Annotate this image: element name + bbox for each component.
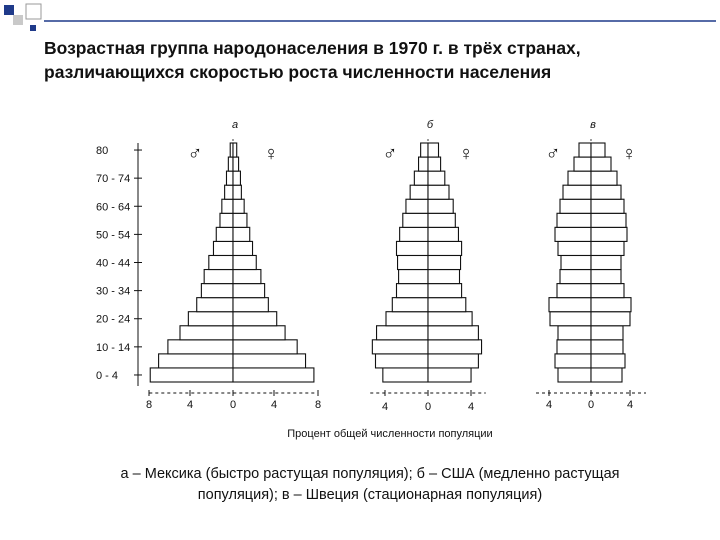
pyramid-bar-female xyxy=(591,171,617,185)
pyramid-bar-female xyxy=(591,143,605,157)
pyramid-bar-female xyxy=(233,143,237,157)
pyramid-bar-male xyxy=(209,255,233,269)
pyramid-bar-male xyxy=(550,312,591,326)
pyramid-bar-male xyxy=(222,199,233,213)
pyramid-bar-female xyxy=(591,312,630,326)
pyramid-bar-male xyxy=(563,185,591,199)
pyramid-bar-female xyxy=(591,241,624,255)
pyramid-bar-male xyxy=(549,298,591,312)
age-tick-label: 50 - 54 xyxy=(96,229,131,242)
pyramid-bar-female xyxy=(428,326,478,340)
slide-title-line-1: Возрастная группа народонаселения в 1970 г. в трёх странах, xyxy=(44,38,581,58)
pyramid-bar-male xyxy=(168,340,233,354)
x-tick-label: 4 xyxy=(626,399,634,411)
age-tick-label: 20 - 24 xyxy=(96,313,131,326)
pyramid-bar-female xyxy=(591,270,621,284)
panel-letter: б xyxy=(426,119,434,131)
pyramid-bar-female xyxy=(233,171,240,185)
pyramid-bar-female xyxy=(233,368,314,382)
pyramid-bar-male xyxy=(568,171,591,185)
pyramid-bar-male xyxy=(397,241,429,255)
pyramid-bar-male xyxy=(180,326,233,340)
x-tick-label: 8 xyxy=(314,399,322,411)
pyramid-bar-female xyxy=(428,255,461,269)
pyramid-bar-female xyxy=(591,368,622,382)
pyramid-bar-male xyxy=(392,298,428,312)
pyramid-bar-female xyxy=(591,255,621,269)
panel-letter: в xyxy=(590,119,596,131)
pyramid-bar-female xyxy=(591,157,611,171)
pyramid-bar-female xyxy=(428,143,439,157)
x-axis-title: Процент общей численности популяции xyxy=(287,428,493,440)
pyramid-bar-male xyxy=(557,284,591,298)
pyramid-bar-male xyxy=(226,171,233,185)
pyramid-bar-female xyxy=(428,354,478,368)
pyramid-bar-female xyxy=(233,185,241,199)
female-symbol: ♀ xyxy=(458,143,474,165)
pyramid-bar-female xyxy=(233,340,297,354)
female-symbol: ♀ xyxy=(263,143,279,165)
pyramid-bar-male xyxy=(558,326,591,340)
pyramid-bar-male xyxy=(225,185,233,199)
pyramid-bar-female xyxy=(591,298,631,312)
pyramid-bar-male xyxy=(558,368,591,382)
pyramid-bar-female xyxy=(591,326,623,340)
pyramid-bar-male xyxy=(579,143,591,157)
pyramid-bar-male xyxy=(400,227,428,241)
x-tick-label: 8 xyxy=(145,399,153,411)
slide-title-line-2: различающихся скоростью роста численности населения xyxy=(44,62,552,82)
x-tick-label: 0 xyxy=(587,399,595,411)
x-tick-label: 4 xyxy=(381,401,389,413)
male-symbol: ♂ xyxy=(187,143,203,165)
pyramid-bar-female xyxy=(428,185,449,199)
age-tick-label: 30 - 34 xyxy=(96,285,131,298)
pyramid-bar-male xyxy=(150,368,233,382)
x-tick-label: 4 xyxy=(467,401,475,413)
female-symbol: ♀ xyxy=(621,143,637,165)
pyramid-bar-female xyxy=(428,213,455,227)
pyramid-bar-male xyxy=(159,354,233,368)
pyramid-bar-male xyxy=(386,312,428,326)
pyramid-bar-female xyxy=(233,284,265,298)
pyramid-bar-male xyxy=(228,157,233,171)
x-tick-label: 4 xyxy=(270,399,278,411)
pyramid-bar-male xyxy=(213,241,233,255)
pyramid-bar-female xyxy=(591,354,625,368)
pyramid-bar-male xyxy=(188,312,233,326)
x-tick-label: 0 xyxy=(424,401,432,413)
pyramid-bar-female xyxy=(233,312,277,326)
pyramid-bar-male xyxy=(419,157,428,171)
pyramid-bar-female xyxy=(233,157,239,171)
age-tick-label: 0 - 4 xyxy=(96,369,119,382)
pyramid-bar-male xyxy=(204,270,233,284)
pyramid-bar-male xyxy=(557,213,591,227)
pyramid-bar-female xyxy=(428,298,466,312)
pyramid-bar-female xyxy=(428,368,471,382)
pyramid-bar-female xyxy=(428,284,462,298)
age-tick-label: 40 - 44 xyxy=(96,257,131,270)
pyramid-bar-female xyxy=(233,213,247,227)
pyramid-bar-male xyxy=(421,143,428,157)
pyramid-bar-female xyxy=(233,227,250,241)
pyramid-bar-female xyxy=(591,213,626,227)
pyramid-bar-female xyxy=(591,284,624,298)
pyramid-bar-female xyxy=(233,255,256,269)
pyramid-bar-female xyxy=(428,270,460,284)
pyramid-bar-female xyxy=(591,199,624,213)
pyramid-bar-female xyxy=(428,227,458,241)
caption-line-2: популяция); в – Швеция (стационарная популяция) xyxy=(197,487,543,503)
pyramid-bar-male xyxy=(555,227,591,241)
pyramid-bar-male xyxy=(558,241,591,255)
pyramid-bar-female xyxy=(428,340,482,354)
x-tick-label: 0 xyxy=(229,399,237,411)
pyramid-bar-female xyxy=(233,270,261,284)
pyramid-bar-female xyxy=(233,241,253,255)
pyramid-bar-male xyxy=(555,354,591,368)
pyramid-bar-female xyxy=(428,241,462,255)
x-tick-label: 4 xyxy=(545,399,553,411)
pyramid-bar-male xyxy=(383,368,428,382)
pyramid-bar-female xyxy=(233,326,285,340)
pyramid-bar-female xyxy=(233,298,268,312)
pyramid-bar-male xyxy=(403,213,428,227)
pyramid-bar-male xyxy=(406,199,428,213)
pyramid-bar-male xyxy=(376,354,429,368)
pyramid-bar-female xyxy=(591,227,627,241)
pyramid-bar-male xyxy=(377,326,428,340)
pyramid-bar-male xyxy=(220,213,233,227)
pyramid-bar-male xyxy=(560,199,591,213)
panel-letter: а xyxy=(231,119,239,131)
pyramid-bar-female xyxy=(428,199,453,213)
pyramid-bar-male xyxy=(557,340,591,354)
male-symbol: ♂ xyxy=(545,143,561,165)
pyramid-bar-female xyxy=(428,157,441,171)
pyramid-bar-male xyxy=(414,171,428,185)
pyramid-bar-female xyxy=(233,354,306,368)
pyramid-bar-male xyxy=(398,255,428,269)
pyramid-bar-male xyxy=(560,270,591,284)
pyramid-bar-male xyxy=(372,340,428,354)
pyramid-bar-male xyxy=(399,270,428,284)
pyramid-bar-female xyxy=(591,185,621,199)
pyramid-bar-female xyxy=(591,340,623,354)
pyramid-bar-male xyxy=(561,255,591,269)
pyramid-bar-male xyxy=(216,227,233,241)
age-tick-label: 10 - 14 xyxy=(96,341,131,354)
pyramid-bar-female xyxy=(233,199,244,213)
caption-line-1: а – Мексика (быстро растущая популяция); б – США (медленно растущая xyxy=(120,466,620,482)
age-tick-label: 70 - 74 xyxy=(96,173,131,186)
pyramid-bar-female xyxy=(428,312,472,326)
pyramid-bar-male xyxy=(197,298,233,312)
pyramid-bar-female xyxy=(428,171,445,185)
male-symbol: ♂ xyxy=(382,143,398,165)
pyramid-bar-male xyxy=(410,185,428,199)
pyramid-bar-male xyxy=(397,284,429,298)
pyramid-bar-male xyxy=(201,284,233,298)
x-tick-label: 4 xyxy=(186,399,194,411)
age-tick-label: 80 xyxy=(96,145,109,158)
age-tick-label: 60 - 64 xyxy=(96,201,131,214)
figure-caption xyxy=(60,464,680,506)
pyramid-bar-male xyxy=(574,157,591,171)
